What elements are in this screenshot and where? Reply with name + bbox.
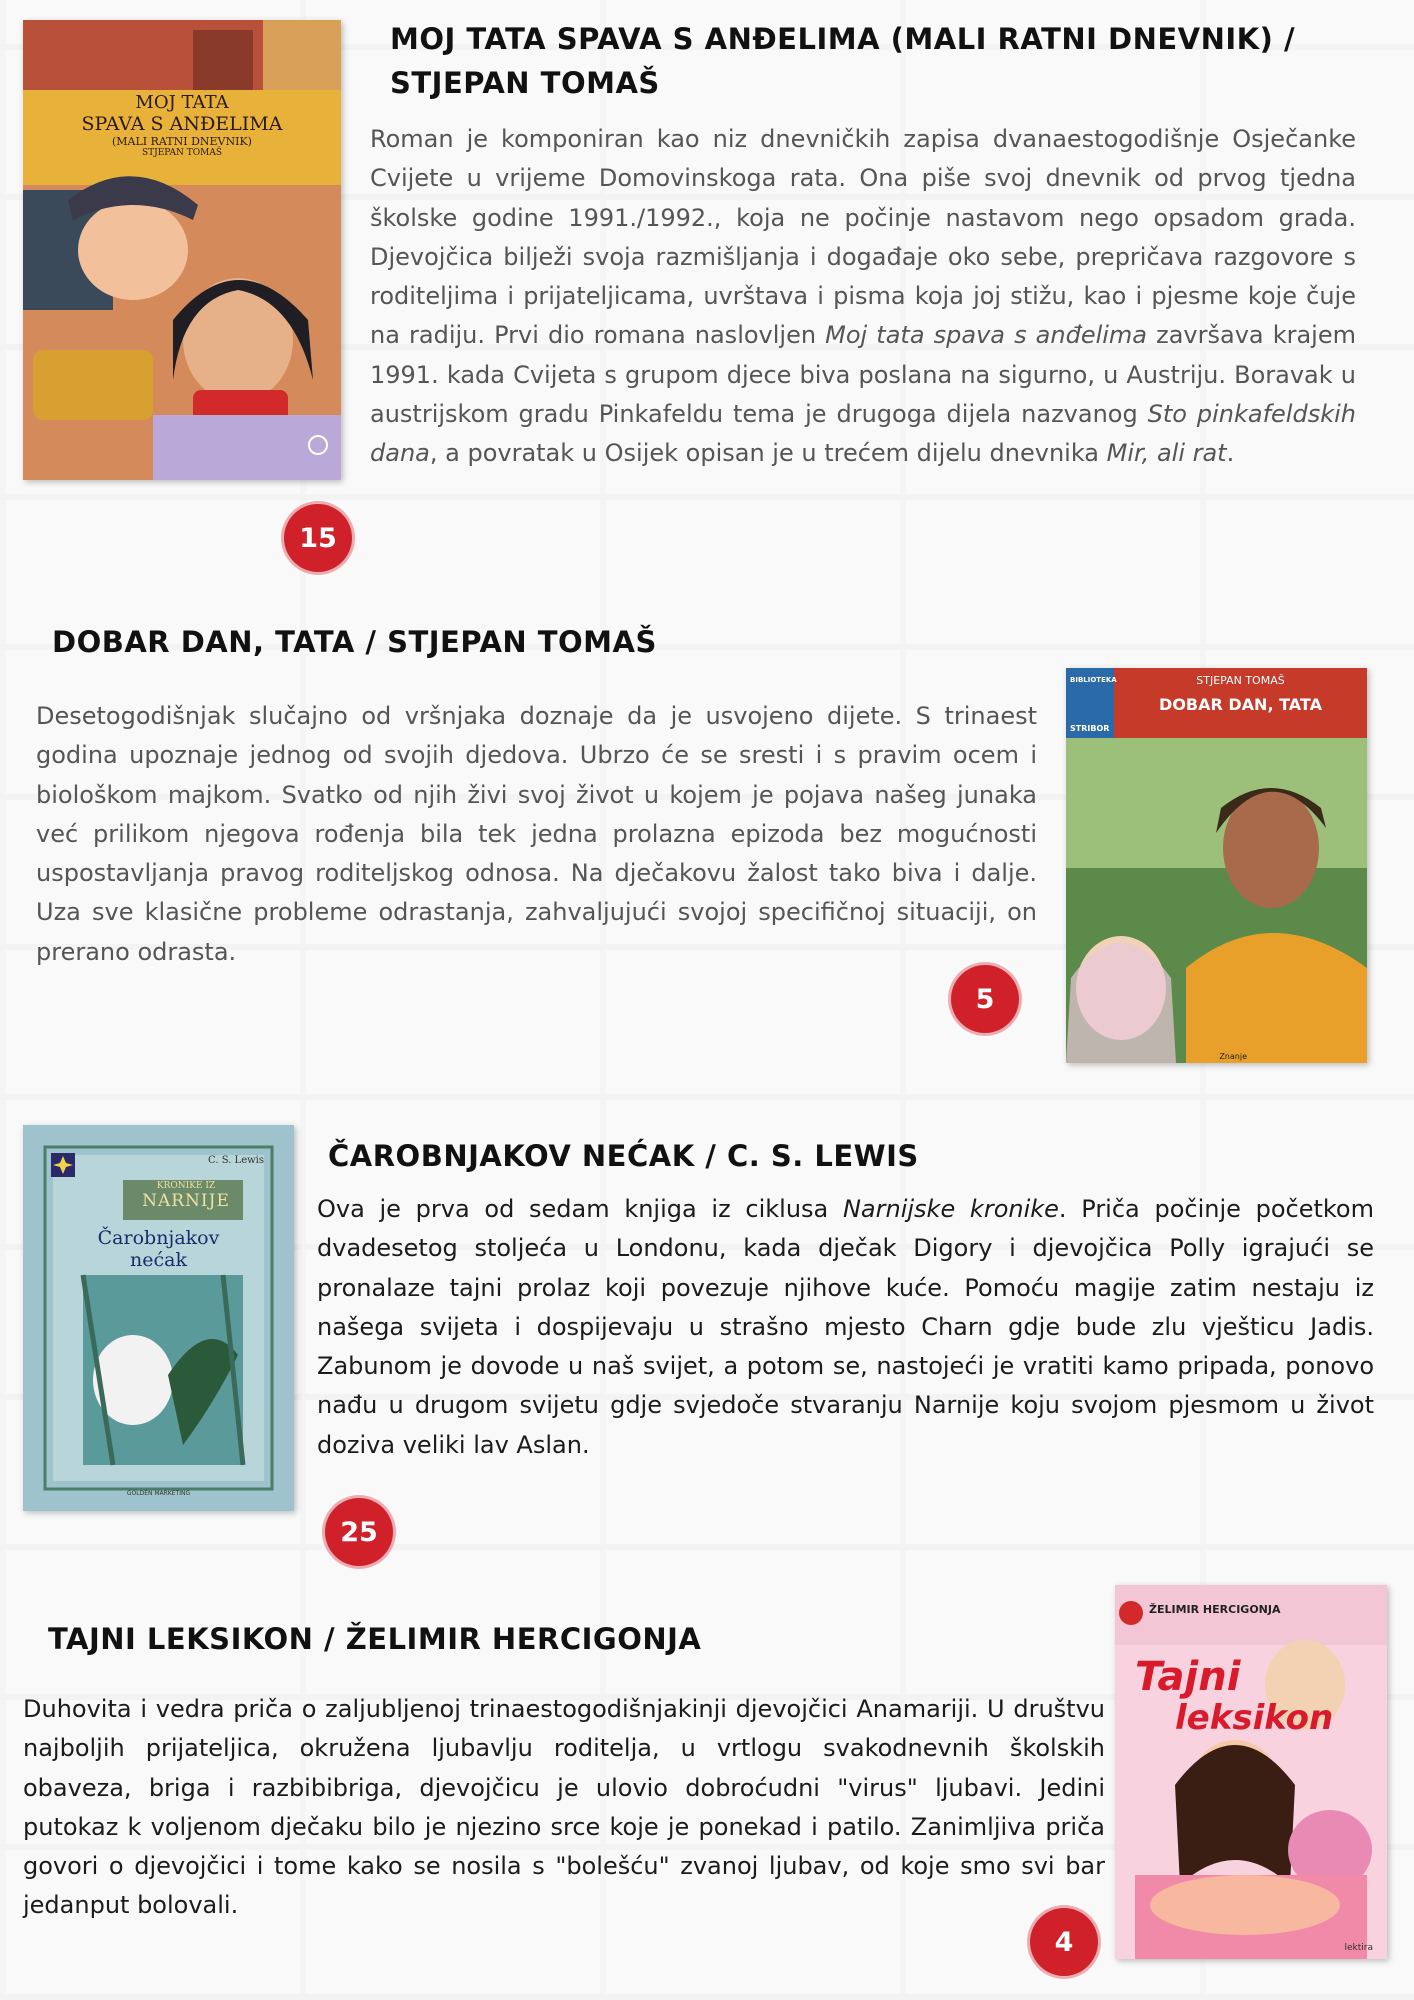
cover-subtitle: (MALI RATNI DNEVNIK) [112,135,252,148]
book-description [23,1690,1105,1926]
book-cover-tajni-leksikon [1115,1585,1387,1959]
rating-badge: 15 [284,504,352,572]
cover-title-line2: nećak [130,1249,187,1271]
text-run: Roman je komponiran kao niz dnevničkih zapisa dvanaestogodišnje Osječanke Cvijete u vrijeme Domovinskoga rata. Ona piše svoj dnevnik od prvog tjedna školske godine 1991./1992., koja ne počinje nastavom nego opsadom grada. Djevojčica bilježi svoja razmišljanja i događaje oko sebe, prepričava razgovore s roditeljima i prijateljicama, uvrštava i pisma koja joj stižu, kao i pjesme koje čuje na radiju. Prvi dio romana naslovljen [370,125,1356,350]
text-run: Desetogodišnjak slučajno od vršnjaka doznaje da je usvojeno dijete. S trinaest godina upoznaje jednog od svojih djedova. Ubrzo će se sresti i s pravim ocem i biološkom majkom. Svatko od njih živi svoj život u kojem je pojava našeg junaka već prilikom njegova rođenja bila tek jedna prolazna epizoda bez mogućnosti uspostavljanja pravog roditeljskog odnosa. Na dječakovu žalost tako biva i dalje. Uza sve klasične probleme odrastanja, zahvaljujući svojoj specifičnoj situaciji, on prerano odrasta. [36,702,1037,966]
cover-title-line1: MOJ TATA [135,92,229,113]
rating-badge: 25 [325,1498,393,1566]
cover-title-line2: SPAVA S ANĐELIMA [81,113,283,135]
book-title: TAJNI LEKSIKON / ŽELIMIR HERCIGONJA [48,1622,702,1656]
cover-illustration [23,20,341,480]
cover-title-line1: Čarobnjakov [97,1227,220,1249]
book-title: MOJ TATA SPAVA S ANĐELIMA (MALI RATNI DNEVNIK) / STJEPAN TOMAŠ [390,22,1296,100]
book-cover-dobar-dan-tata [1066,668,1367,1063]
cover-author: C. S. Lewis [208,1155,264,1166]
book-description [317,1190,1374,1465]
book-cover-carobnjakov-necak [23,1125,294,1511]
cover-illustration [1115,1585,1387,1959]
cover-author: STJEPAN TOMAŠ [141,148,223,158]
book-description [36,697,1037,972]
cover-series-name: NARNIJE [142,1191,230,1211]
cover-publisher: lektira [1344,1943,1373,1953]
cover-title-line1: Tajni [1135,1654,1241,1700]
text-run: , a povratak u Osijek opisan je u trećem dijelu dnevnika [429,439,1107,468]
cover-author: ŽELIMIR HERCIGONJA [1149,1603,1281,1616]
cover-title-line2: leksikon [1175,1698,1334,1738]
text-run: završava krajem 1991. kada Cvijeta s grupom djece biva poslana na sigurno, u Austriju. Boravak u austrijskom gradu Pinkafeldu tema je drugoga dijela nazvanog [370,321,1356,429]
text-run: Ova je prva od sedam knjiga iz ciklusa [317,1195,843,1223]
cover-series-name: STRIBOR [1070,724,1110,733]
italic-title-run: Narnijske kronike [842,1195,1059,1223]
book-description [370,120,1356,474]
cover-series: BIBLIOTEKA [1070,676,1117,684]
italic-title-run: Mir, ali rat [1106,439,1227,468]
text-run: Duhovita i vedra priča o zaljubljenoj trinaestogodišnjakinji djevojčici Anamariji. U društvu najboljih prijateljica, okružena ljubavlju roditelja, u vrtlogu svakodnevnih školskih obaveza, briga i razbibibriga, djevojčicu je ulovio dobroćudni "virus" ljubavi. Jedini putokaz k voljenom dječaku bilo je njezino srce koje je ponekad i patilo. Zanimljiva priča govori o djevojčici i tome kako se nosila s "bolešću" zvanoj ljubav, od koje smo svi bar jedanput bolovali. [23,1695,1105,1920]
italic-title-run: Sto pinkafeldskih dana [370,400,1356,468]
book-title: ČAROBNJAKOV NEĆAK / C. S. LEWIS [328,1139,919,1173]
cover-publisher: GOLDEN MARKETING [126,1490,191,1497]
cover-publisher: Znanje [1219,1052,1247,1061]
text-run: . [1226,439,1235,468]
cover-author: STJEPAN TOMAŠ [1196,674,1285,687]
book-title: DOBAR DAN, TATA / STJEPAN TOMAŠ [52,625,657,659]
cover-series: KRONIKE IZ [156,1181,216,1191]
rating-badge: 4 [1030,1908,1098,1976]
italic-title-run: Moj tata spava s anđelima [825,321,1148,350]
cover-title: DOBAR DAN, TATA [1159,695,1322,714]
rating-badge: 5 [951,965,1019,1033]
text-run: . Priča počinje početkom dvadesetog stoljeća u Londonu, kada dječak Digory i djevojčica Polly igrajući se pronalaze tajni prolaz koji povezuje njihove kuće. Pomoću magije zatim nestaju iz našega svijeta i dospijevaju u strašno mjesto Charn gdje bude zlu vješticu Jadis. Zabunom je dovode u naš svijet, a potom se, nastojeći je vratiti kamo pripada, ponovo nađu u drugom svijetu gdje svjedoče stvaranju Narnije koju svojom pjesmom u život doziva veliki lav Aslan. [317,1195,1374,1459]
book-cover-moj-tata [23,20,341,480]
